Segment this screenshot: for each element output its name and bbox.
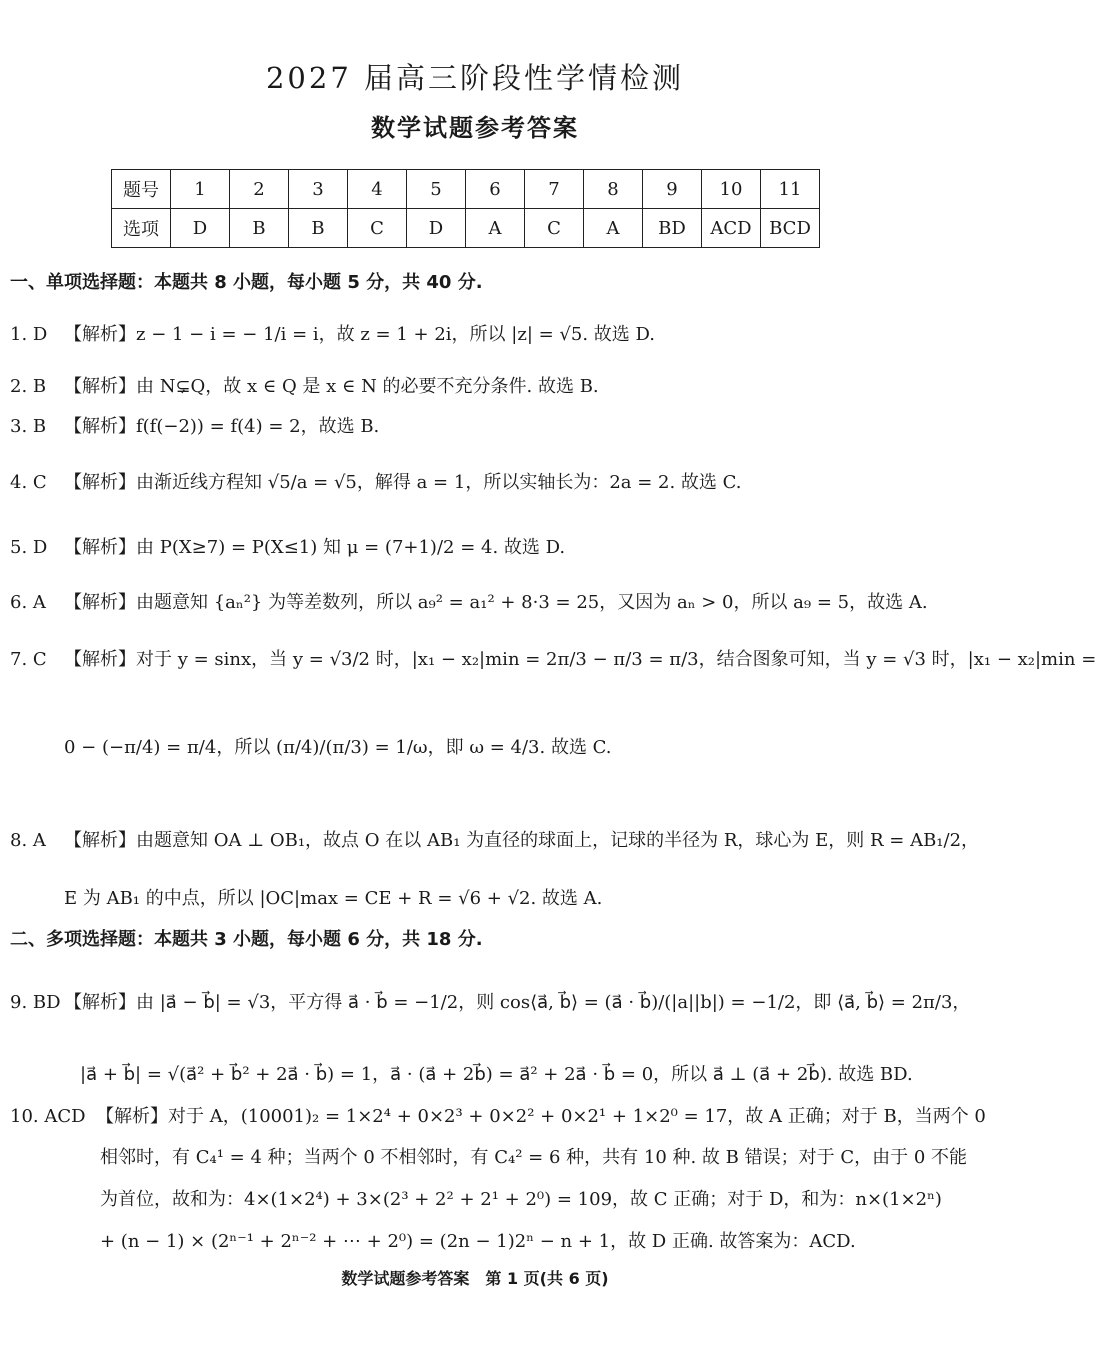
q-number-cell: 8 (584, 170, 643, 209)
document-subtitle: 数学试题参考答案 (371, 114, 579, 142)
question-solution: z − 1 − i = − 1/i = i，故 z = 1 + 2i，所以 |z| = √5. 故选 D. (136, 324, 656, 345)
answer-cell: B (289, 209, 348, 248)
question-solution: 由 |a⃗ − b⃗| = √3，平方得 a⃗ · b⃗ = −1/2，则 cos⟨a⃗, b⃗⟩ = (a⃗ · b⃗)/(|a||b|) = −1/2，即 ⟨a⃗, b⃗⟩ = 2π/3， (136, 992, 971, 1013)
answer-cell: D (407, 209, 466, 248)
question-number: 4. C (10, 472, 47, 493)
section-heading-single-choice: 一、单项选择题：本题共 8 小题，每小题 5 分，共 40 分. (10, 272, 483, 293)
answer-cell: A (466, 209, 525, 248)
question-number: 10. ACD (10, 1106, 86, 1127)
question-6 (10, 588, 928, 614)
answer-cell: BCD (761, 209, 820, 248)
row-label-option: 选项 (112, 209, 171, 248)
question-solution: 对于 y = sinx，当 y = √3/2 时，|x₁ − x₂|min = 2π/3 − π/3 = π/3，结合图象可知，当 y = √3 时，|x₁ − x₂|min = (136, 649, 1096, 670)
q-number-cell: 10 (702, 170, 761, 209)
question-number: 2. B (10, 376, 47, 397)
question-solution: 对于 A，(10001)₂ = 1×2⁴ + 0×2³ + 0×2² + 0×2¹ + 1×2⁰ = 17，故 A 正确；对于 B，当两个 0 (168, 1106, 986, 1127)
question-2 (10, 372, 599, 398)
question-solution: 由题意知 OA ⊥ OB₁，故点 O 在以 AB₁ 为直径的球面上，记球的半径为 R，球心为 E，则 R = AB₁/2， (136, 830, 980, 851)
analysis-tag: 【解析】 (64, 592, 136, 613)
document-title: 2027 届高三阶段性学情检测 (265, 61, 685, 95)
answer-cell: B (230, 209, 289, 248)
analysis-tag: 【解析】 (64, 472, 136, 493)
q-number-cell: 6 (466, 170, 525, 209)
question-solution: 由 P(X≥7) = P(X≤1) 知 μ = (7+1)/2 = 4. 故选 D. (136, 537, 566, 558)
analysis-tag: 【解析】 (64, 992, 136, 1013)
answer-cell: C (348, 209, 407, 248)
q-number-cell: 4 (348, 170, 407, 209)
question-7 (10, 645, 1096, 671)
q-number-cell: 1 (171, 170, 230, 209)
question-number: 1. D (10, 324, 48, 345)
analysis-tag: 【解析】 (96, 1106, 168, 1127)
question-9 (10, 988, 970, 1014)
section-heading-multiple-choice: 二、多项选择题：本题共 3 小题，每小题 6 分，共 18 分. (10, 929, 483, 950)
question-3 (10, 412, 379, 438)
question-5 (10, 533, 565, 559)
answer-cell: ACD (702, 209, 761, 248)
question-number: 6. A (10, 592, 46, 613)
question-solution: 由题意知 {aₙ²} 为等差数列，所以 a₉² = a₁² + 8·3 = 25，又因为 aₙ > 0，所以 a₉ = 5，故选 A. (136, 592, 928, 613)
question-number: 7. C (10, 649, 47, 670)
question-solution: 由渐近线方程知 √5/a = √5，解得 a = 1，所以实轴长为：2a = 2. 故选 C. (136, 472, 742, 493)
question-solution: 由 N⊊Q，故 x ∈ Q 是 x ∈ N 的必要不充分条件. 故选 B. (136, 376, 599, 397)
question-number: 5. D (10, 537, 48, 558)
answer-cell: A (584, 209, 643, 248)
analysis-tag: 【解析】 (64, 376, 136, 397)
question-10 (10, 1102, 986, 1128)
analysis-tag: 【解析】 (64, 416, 136, 437)
q-number-cell: 9 (643, 170, 702, 209)
question-solution: f(f(−2)) = f(4) = 2，故选 B. (136, 416, 380, 437)
question-8-continued: E 为 AB₁ 的中点，所以 |OC|max = CE + R = √6 + √2. 故选 A. (64, 888, 603, 909)
q-number-cell: 5 (407, 170, 466, 209)
answer-table-row-numbers (112, 170, 820, 209)
q-number-cell: 11 (761, 170, 820, 209)
question-10-line-4: + (n − 1) × (2ⁿ⁻¹ + 2ⁿ⁻² + ⋯ + 2⁰) = (2n − 1)2ⁿ − n + 1，故 D 正确. 故答案为：ACD. (100, 1231, 856, 1252)
analysis-tag: 【解析】 (64, 649, 136, 670)
row-label-number: 题号 (112, 170, 171, 209)
answer-table-row-options (112, 209, 820, 248)
q-number-cell: 2 (230, 170, 289, 209)
question-8 (10, 826, 979, 852)
page-footer: 数学试题参考答案 第 1 页(共 6 页) (341, 1269, 609, 1288)
q-number-cell: 7 (525, 170, 584, 209)
q-number-cell: 3 (289, 170, 348, 209)
answer-cell: BD (643, 209, 702, 248)
question-10-line-2: 相邻时，有 C₄¹ = 4 种；当两个 0 不相邻时，有 C₄² = 6 种，共有 10 种. 故 B 错误；对于 C，由于 0 不能 (100, 1147, 967, 1168)
question-1 (10, 320, 655, 346)
answer-table (111, 169, 820, 248)
analysis-tag: 【解析】 (64, 324, 136, 345)
question-number: 8. A (10, 830, 46, 851)
analysis-tag: 【解析】 (64, 830, 136, 851)
question-7-continued: 0 − (−π/4) = π/4，所以 (π/4)/(π/3) = 1/ω，即 ω = 4/3. 故选 C. (64, 737, 612, 758)
question-9-continued: |a⃗ + b⃗| = √(a⃗² + b⃗² + 2a⃗ · b⃗) = 1，a⃗ · (a⃗ + 2b⃗) = a⃗² + 2a⃗ · b⃗ = 0，所以 a⃗ ⊥ (a⃗ + 2b⃗). 故选 BD. (80, 1064, 913, 1085)
question-10-line-3: 为首位，故和为：4×(1×2⁴) + 3×(2³ + 2² + 2¹ + 2⁰) = 109，故 C 正确；对于 D，和为：n×(1×2ⁿ) (100, 1189, 942, 1210)
answer-cell: C (525, 209, 584, 248)
question-number: 9. BD (10, 992, 61, 1013)
answer-cell: D (171, 209, 230, 248)
question-number: 3. B (10, 416, 47, 437)
analysis-tag: 【解析】 (64, 537, 136, 558)
question-4 (10, 468, 742, 494)
